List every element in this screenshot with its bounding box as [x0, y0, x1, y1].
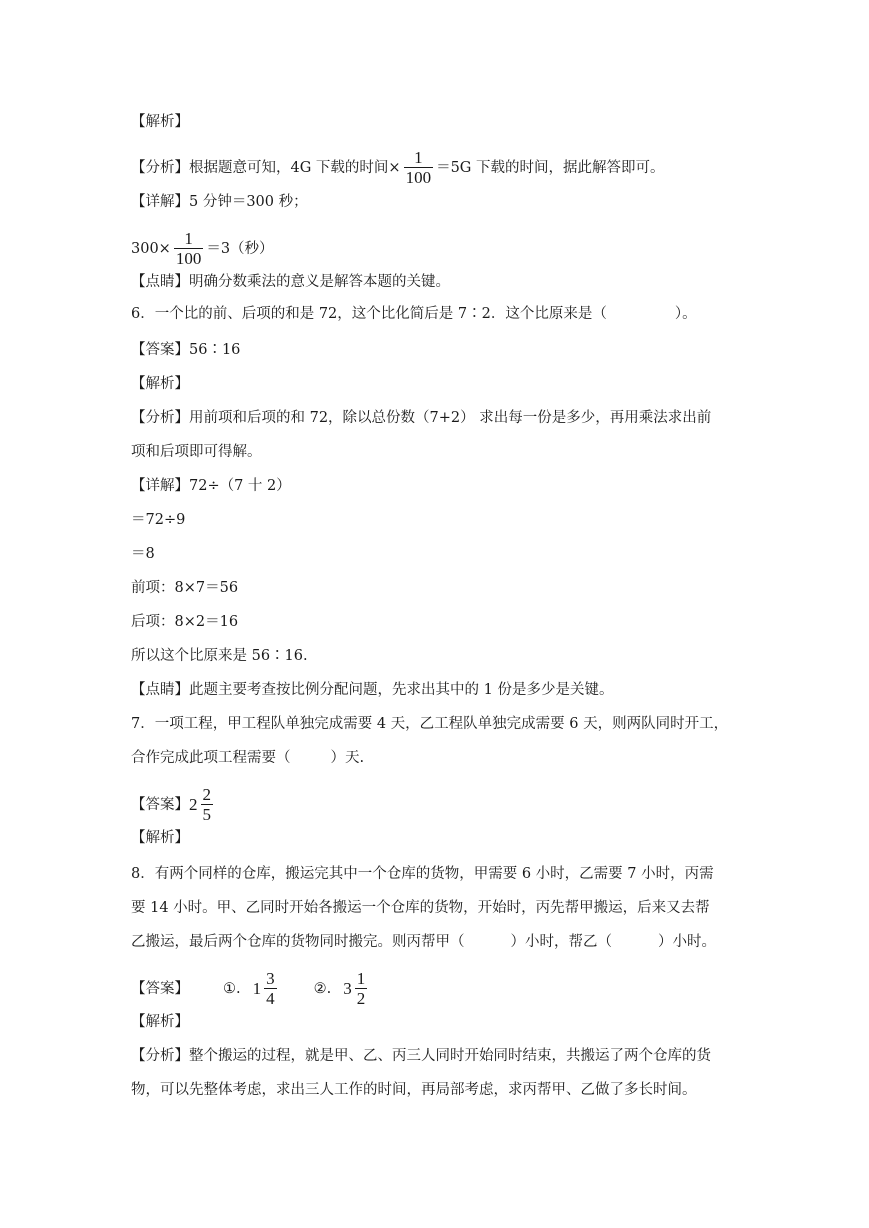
q8-question-text-a: 乙搬运，最后两个仓库的货物同时搬完。则丙帮甲（: [131, 934, 465, 950]
q6-dianjing: 【点睛】此题主要考查按比例分配问题，先求出其中的 1 份是多少是关键。: [131, 682, 614, 698]
q8-question-line-1: 8．有两个同样的仓库，搬运完其中一个仓库的货物，甲需要 6 小时，乙需要 7 小时，丙需: [131, 866, 714, 882]
mixed-whole: 2: [189, 794, 198, 814]
q5-calc-text-a: 300×: [131, 240, 171, 257]
fraction-denominator: 2: [356, 989, 366, 1008]
q6-step-1: ＝72÷9: [131, 512, 186, 528]
q5-fenxi-text-a: 【分析】根据题意可知，4G 下载的时间×: [131, 159, 401, 176]
q6-jiexi-label: 【解析】: [131, 376, 189, 392]
q7-answer-label: 【答案】: [131, 796, 189, 813]
q6-step-5: 所以这个比原来是 56∶16.: [131, 648, 308, 664]
fraction-denominator: 4: [266, 989, 275, 1008]
q7-question-text-a: 合作完成此项工程需要（: [131, 750, 291, 766]
q7-question-text-b: ）天.: [330, 750, 365, 766]
fraction-numerator: 1: [356, 969, 366, 988]
fraction-numerator: 1: [414, 148, 423, 167]
q7-jiexi-label: 【解析】: [131, 830, 189, 846]
q8-question-line-3: [131, 932, 716, 952]
q8-answer-2-mark: ②.: [313, 980, 332, 997]
q6-xiangjie: 【详解】72÷（7 十 2）: [131, 478, 291, 494]
q5-jiexi-label: 【解析】: [131, 114, 189, 130]
q6-question-text-b: ）。: [674, 306, 697, 322]
mixed-fraction: [355, 969, 368, 1008]
q6-question: [131, 304, 697, 324]
q5-xiangjie: 【详解】5 分钟＝300 秒；: [131, 194, 308, 210]
q6-question-text-a: 6．一个比的前、后项的和是 72，这个比化简后是 7∶2．这个比原来是（: [131, 306, 607, 322]
q8-fenxi-line-2: 物，可以先整体考虑，求出三人工作的时间，再局部考虑，求丙帮甲、乙做了多长时间。: [131, 1082, 697, 1098]
fraction-numerator: 3: [266, 969, 275, 988]
mixed-whole: 1: [252, 978, 262, 998]
q6-fenxi-line-2: 项和后项即可得解。: [131, 444, 262, 460]
q8-fenxi-line-1: 【分析】整个搬运的过程，就是甲、乙、丙三人同时开始同时结束，共搬运了两个仓库的货: [131, 1048, 711, 1064]
fraction-numerator: 1: [184, 229, 193, 248]
q6-step-3: 前项：8×7＝56: [131, 580, 239, 596]
q6-step-4: 后项：8×2＝16: [131, 614, 239, 630]
q8-question-text-b: ）小时，帮乙（: [510, 934, 612, 950]
fraction-denominator: 100: [175, 249, 202, 268]
q8-jiexi-label: 【解析】: [131, 1014, 189, 1030]
q5-calc-line: [131, 229, 274, 268]
q5-dianjing: 【点睛】明确分数乘法的意义是解答本题的关键。: [131, 274, 450, 290]
q8-answer-1-mixed-number: [253, 969, 280, 1008]
q7-question-line-2: [131, 748, 364, 768]
fraction-numerator: 2: [202, 785, 211, 804]
mixed-fraction: [201, 785, 214, 824]
q8-answer-1-mark: ①.: [223, 980, 241, 997]
q8-answer: [131, 969, 370, 1008]
q6-step-2: ＝8: [131, 546, 155, 562]
mixed-fraction: [264, 969, 277, 1008]
q8-question-text-c: ）小时。: [658, 934, 716, 950]
mixed-whole: 3: [343, 978, 352, 998]
q5-calc-fraction: [174, 229, 204, 268]
q7-question-line-1: 7．一项工程，甲工程队单独完成需要 4 天，乙工程队单独完成需要 6 天，则两队同时开工，: [131, 716, 729, 732]
q8-answer-label: 【答案】: [131, 980, 189, 997]
q7-answer-mixed-number: [189, 785, 216, 824]
q5-calc-text-b: ＝3（秒）: [206, 240, 274, 257]
q7-answer: [131, 785, 216, 824]
q5-fenxi-fraction: [404, 148, 434, 187]
q5-fenxi-text-b: ＝5G 下载的时间，据此解答即可。: [436, 159, 665, 176]
fraction-denominator: 100: [405, 168, 432, 187]
q5-fenxi-line: [131, 148, 665, 187]
fraction-denominator: 5: [202, 805, 211, 824]
q8-answer-2-mixed-number: [343, 969, 370, 1008]
q6-answer: 【答案】56∶16: [131, 342, 241, 358]
q8-question-line-2: 要 14 小时。甲、乙同时开始各搬运一个仓库的货物，开始时，丙先帮甲搬运，后来又去帮: [131, 900, 710, 916]
q6-fenxi-line-1: 【分析】用前项和后项的和 72，除以总份数（7+2） 求出每一份是多少，再用乘法求出前: [131, 410, 712, 426]
